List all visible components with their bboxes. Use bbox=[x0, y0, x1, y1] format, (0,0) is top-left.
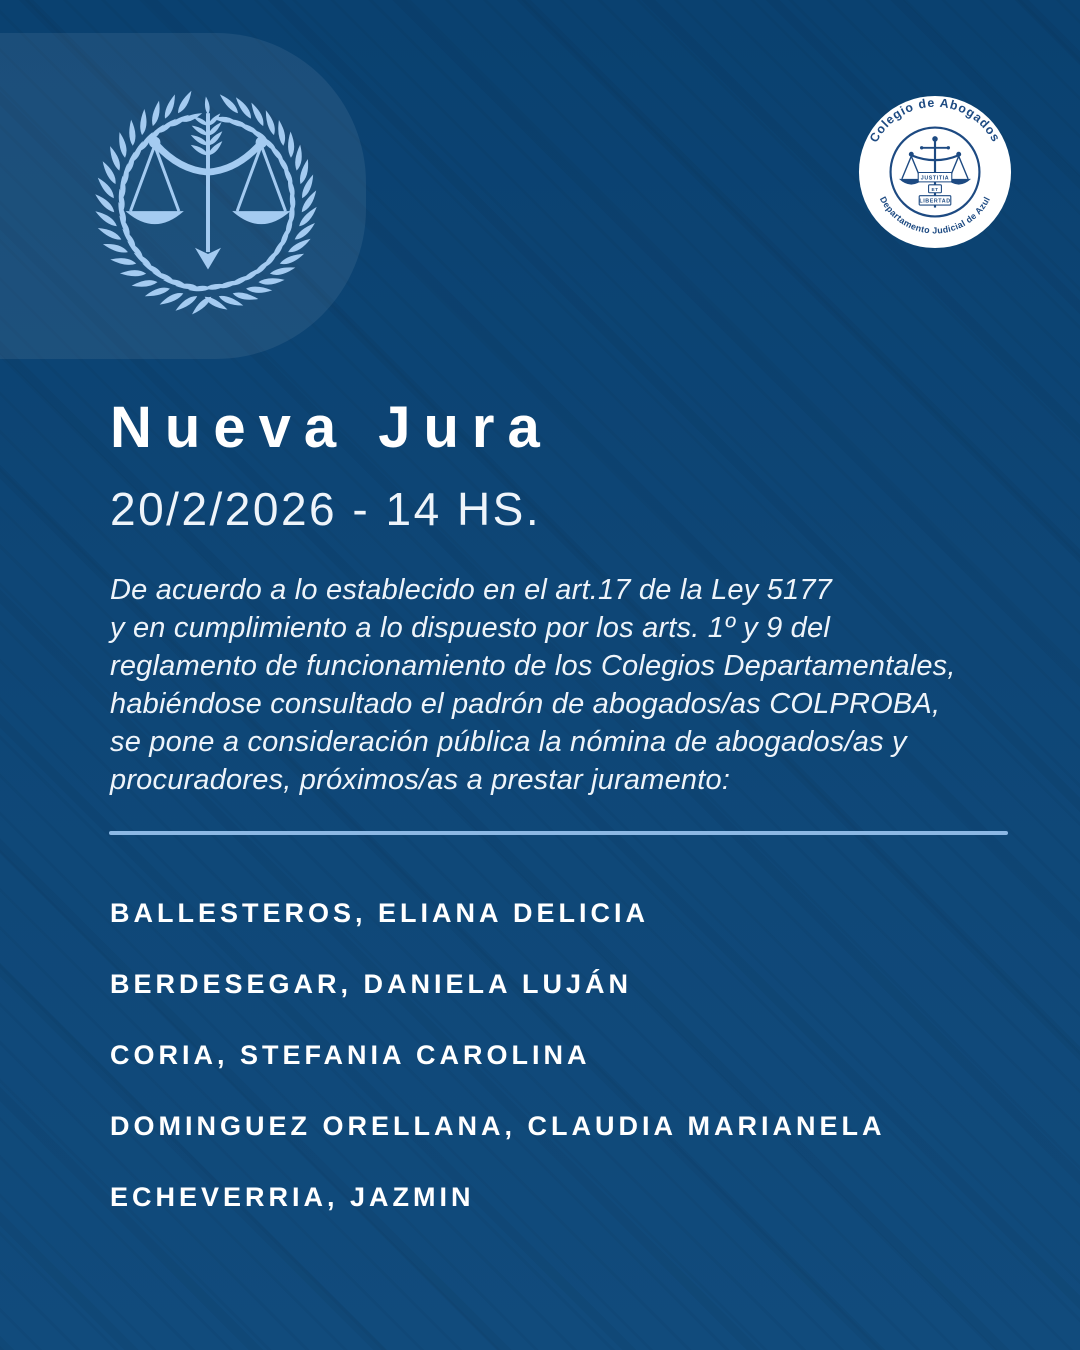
intro-line: reglamento de funcionamiento de los Colegios Departamentales, bbox=[110, 650, 956, 682]
intro-line: procuradores, próximos/as a prestar juramento: bbox=[110, 764, 731, 796]
name-item: CORIA, STEFANIA CAROLINA bbox=[110, 1040, 591, 1070]
names-list bbox=[110, 896, 885, 1214]
event-date: 20/2/2026 - 14 HS. bbox=[110, 483, 542, 535]
intro-paragraph bbox=[110, 571, 956, 799]
seal-label-justitia: JUSTITIA bbox=[920, 175, 950, 182]
name-item: DOMINGUEZ ORELLANA, CLAUDIA MARIANELA bbox=[110, 1111, 886, 1141]
intro-line: habiéndose consultado el padrón de abogados/as COLPROBA, bbox=[110, 688, 941, 720]
page-title: Nueva Jura bbox=[110, 395, 553, 460]
intro-line: y en cumplimiento a lo dispuesto por los arts. 1º y 9 del bbox=[110, 612, 830, 644]
seal-label-libertad: LIBERTAD bbox=[919, 198, 951, 205]
scales-arrow-icon bbox=[126, 97, 291, 270]
bar-association-seal bbox=[856, 93, 1014, 251]
intro-line: se pone a consideración pública la nómina de abogados/as y bbox=[110, 726, 907, 758]
name-item: ECHEVERRIA, JAZMIN bbox=[110, 1182, 475, 1212]
seal-bottom-text: Departamento Judicial de Azul bbox=[877, 194, 993, 236]
seal-label-et: ET bbox=[931, 187, 939, 193]
seal-top-text: Colegio de Abogados bbox=[866, 95, 1004, 145]
name-item: BALLESTEROS, ELIANA DELICIA bbox=[110, 898, 650, 928]
divider-line bbox=[109, 831, 1008, 835]
justice-scales-emblem bbox=[84, 76, 332, 324]
intro-line: De acuerdo a lo establecido en el art.17 de la Ley 5177 bbox=[110, 574, 832, 606]
name-item: BERDESEGAR, DANIELA LUJÁN bbox=[110, 969, 633, 999]
